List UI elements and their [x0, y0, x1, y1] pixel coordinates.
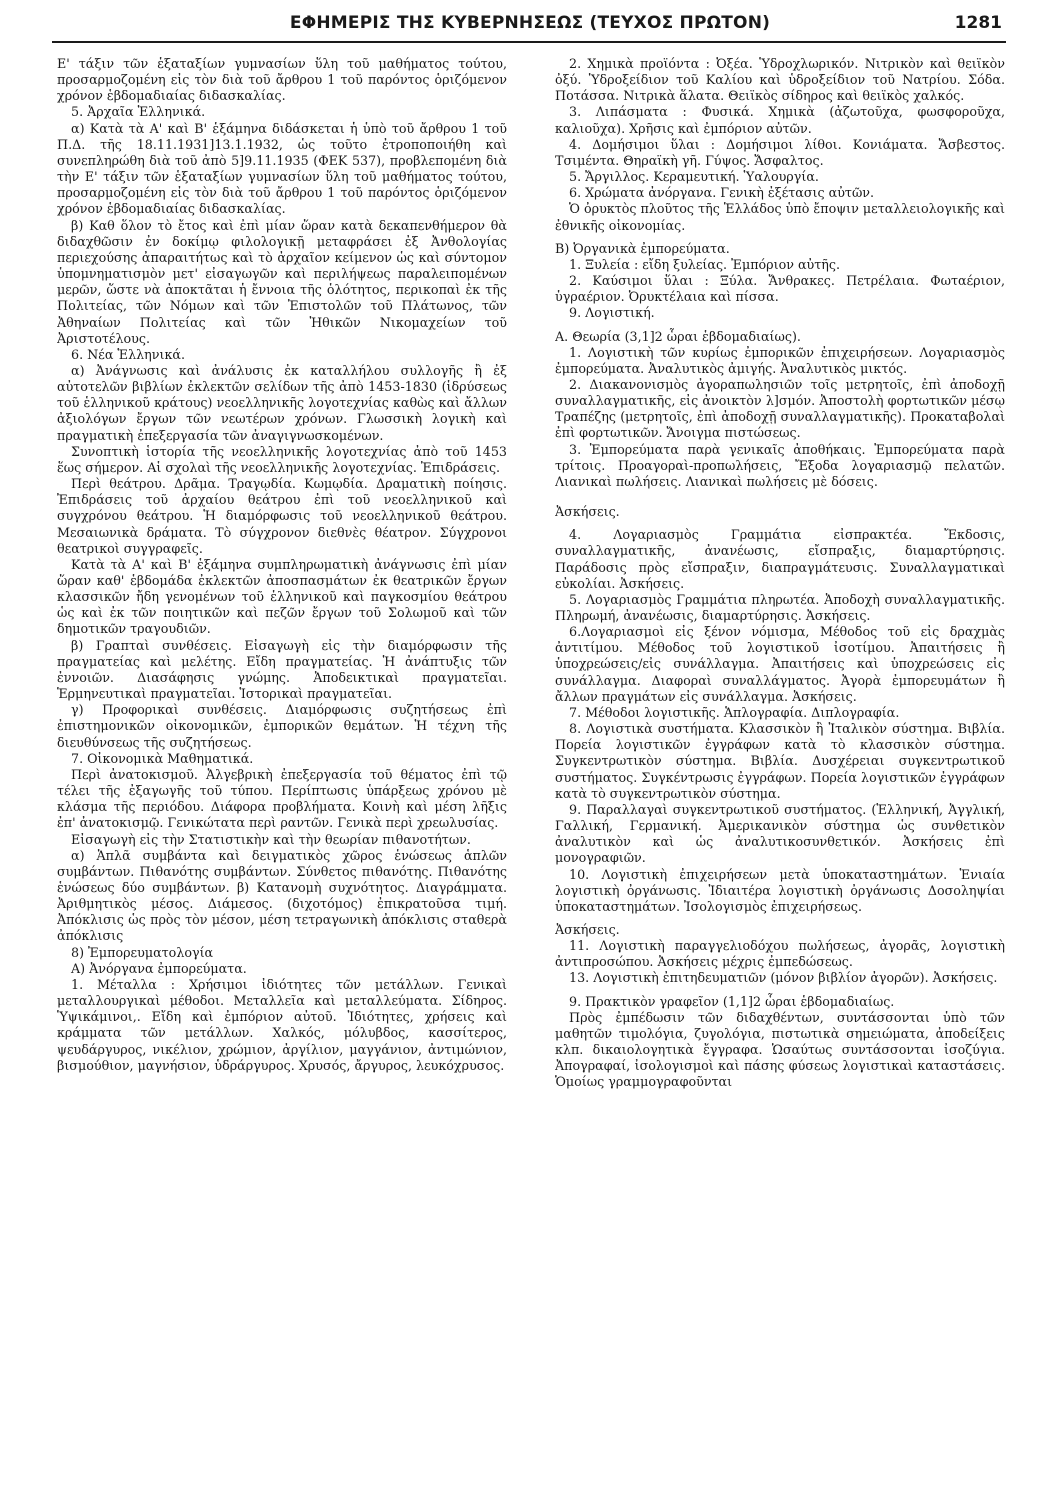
- exercises-label: Ἀσκήσεις.: [555, 921, 620, 937]
- header-rule: [52, 41, 1006, 43]
- paragraph: 2. Διακανονισμὸς ἀγοραπωλησιῶν τοῖς μετρητοῖς, ἐπὶ ἀποδοχῇ συναλλαγματικῆς, εἰς ἀνοικτὸν λ]σμόν. Ἀποστολὴ φορτωτικῶν μέσῳ Τραπέζης (μετρητοῖς, ἐπὶ ἀποδοχῇ συναλλαγματικῆς). Προκαταβολαὶ ἐπὶ φορτωτικῶν. Ἄνοιγμα πιστώσεως.: [555, 376, 1005, 441]
- paragraph: 1. Ξυλεία : εἴδη ξυλείας. Ἐμπόριον αὐτῆς.: [569, 256, 841, 272]
- subsection-heading: Β) Ὀργανικὰ ἐμπορεύματα.: [555, 240, 730, 256]
- paragraph: 1. Λογιστικὴ τῶν κυρίως ἐμπορικῶν ἐπιχειρήσεων. Λογαριασμὸς ἐμπορεύματα. Ἀναλυτικὸς ἀμιγής. Ἀναλυτικὸς μικτός.: [555, 344, 1005, 376]
- paragraph: Συνοπτικὴ ἱστορία τῆς νεοελληνικῆς λογοτεχνίας ἀπὸ τοῦ 1453 ἕως σήμερον. Αἱ σχολαὶ τῆς νεοελληνικῆς λογοτεχνίας. Ἐπιδράσεις.: [57, 443, 507, 475]
- paragraph: Ὁ ὀρυκτὸς πλοῦτος τῆς Ἑλλάδος ὑπὸ ἔποψιν μεταλλειολογικῆς καὶ ἐθνικῆς οἰκονομίας.: [555, 201, 1005, 233]
- paragraph: 3. Λιπάσματα : Φυσικά. Χημικὰ (ἀζωτοῦχα, φωσφοροῦχα, καλιοῦχα). Χρῆσις καὶ ἐμπόριον αὐτῶν.: [555, 104, 1005, 136]
- paragraph: β) Καθ ὅλον τὸ ἔτος καὶ ἐπὶ μίαν ὥραν κατὰ δεκαπενθήμερον θὰ διδαχθῶσιν ἐν δοκίμῳ φιλολογικῇ μεταφράσει ἐξ Ἀνθολογίας περιεχούσης ἀπαραιτήτως καὶ τὸ ἀρχαῖον κείμενον ὡς καὶ σύντομον ὑπομνηματισμὸν μετ' εἰσαγωγῶν καὶ περιλήψεως παραλειπομένων μερῶν, ὥστε νὰ ἀποκτᾶται ἡ ἔννοια τῆς ὁλότητος, περικοπαὶ ἐκ τῆς Πολιτείας, τῶν Νόμων καὶ τῶν Ἐπιστολῶν τοῦ Πλάτωνος, τῶν Ἀθηναίων Πολιτείας καὶ τῶν Ἠθικῶν Νικομαχείων τοῦ Ἀριστοτέλους.: [57, 217, 507, 346]
- paragraph: 13. Λογιστικὴ ἐπιτηδευματιῶν (μόνον βιβλίον ἀγορῶν). Ἀσκήσεις.: [569, 970, 998, 986]
- paragraph: α) Κατὰ τὰ Α' καὶ Β' ἑξάμηνα διδάσκεται ἡ ὑπὸ τοῦ ἄρθρου 1 τοῦ Π.Δ. τῆς 18.11.1931]13.1.1932, ὡς τοῦτο ἐτροποποιήθη καὶ συνεπληρώθη διὰ τοῦ ἀπὸ 5]9.11.1935 (ΦΕΚ 537), προβλεπομένη διὰ τὴν Ε' τάξιν τῶν ἑξαταξίων γυμνασίων ὕλη τοῦ μαθήματος τούτου, προσαρμοζομένη εἰς τὸν διὰ τοῦ ἄρθρου 1 τοῦ παρόντος ὁριζόμενον χρόνον ἑβδομαδιαίας διδασκαλίας.: [57, 120, 507, 217]
- paragraph: 3. Ἐμπορεύματα παρὰ γενικαῖς ἀποθήκαις. Ἐμπορεύματα παρὰ τρίτοις. Προαγοραὶ-προπωλήσεις, Ἔξοδα λογαριασμῷ πελατῶν. Λιανικαὶ πωλήσεις. Λιανικαὶ πωλήσεις μὲ δόσεις.: [555, 441, 1005, 489]
- paragraph: α) Ἁπλᾶ συμβάντα καὶ δειγματικὸς χῶρος ἑνώσεως ἁπλῶν συμβάντων. Πιθανότης συμβάντων. Σύνθετος πιθανότης. Πιθανότης ἑνώσεως δύο συμβάντων. β) Κατανομὴ συχνότητος. Διαγράμματα. Ἀριθμητικὸς μέσος. Διάμεσος. (διχοτόμος) ἐπικρατοῦσα τιμή. Ἀπόκλισις ὡς πρὸς τὸν μέσον, μέση τετραγωνικὴ ἀπόκλισις σταθερὰ ἀπόκλισις: [57, 847, 507, 944]
- paragraph: 11. Λογιστικὴ παραγγελιοδόχου πωλήσεως, ἀγορᾶς, λογιστικὴ ἀντιπροσώπου. Ἀσκήσεις μέχρις ἐμπεδώσεως.: [555, 938, 1005, 970]
- paragraph: 1. Μέταλλα : Χρήσιμοι ἰδιότητες τῶν μετάλλων. Γενικαὶ μεταλλουργικαὶ μέθοδοι. Μεταλλεῖα καὶ μεταλλεύματα. Σίδηρος. Ὑψικάμινοι,. Εἴδη καὶ ἐμπόριον αὐτοῦ. Ἰδιότητες, χρήσεις καὶ κράμματα τῶν μετάλλων. Χαλκός, μόλυβδος, κασσίτερος, ψευδάργυρος, νικέλιον, χρώμιον, ἀργίλιον, μαγγάνιον, ἀντιμώνιον, βισμούθιον, μαγνήσιον, ὑδράργυρος. Χρυσός, ἄργυρος, λευκόχρυσος.: [57, 976, 507, 1073]
- paragraph: α) Ἀνάγνωσις καὶ ἀνάλυσις ἐκ καταλλήλου συλλογῆς ἢ ἐξ αὐτοτελῶν βιβλίων ἐκλεκτῶν σελίδων τῆς ἀπὸ 1453-1830 (ἱδρύσεως τοῦ ἑλληνικοῦ κράτους) νεοελληνικῆς λογοτεχνίας καθὼς καὶ ἄλλων ἀξιολόγων ἔργων τῶν νεωτέρων χρόνων. Γλωσσικὴ λογικὴ καὶ πραγματικὴ ἐπεξεργασία τῶν ἀναγιγνωσκομένων.: [57, 362, 507, 443]
- section-heading: 9. Πρακτικὸν γραφεῖον (1,1]2 ὧραι ἑβδομαδιαίως.: [569, 993, 895, 1009]
- paragraph: 2. Χημικὰ προϊόντα : Ὀξέα. Ὑδροχλωρικόν. Νιτρικὸν καὶ θειϊκὸν ὀξύ. Ὑδροξείδιον τοῦ Καλίου καὶ ὑδροξείδιον τοῦ Νατρίου. Σόδα. Ποτάσσα. Νιτρικὰ ἅλατα. Θειϊκὸς σίδηρος καὶ θειϊκὸς χαλκός.: [555, 56, 1005, 104]
- paragraph: Περὶ ἀνατοκισμοῦ. Ἀλγεβρικὴ ἐπεξεργασία τοῦ θέματος ἐπὶ τῷ τέλει τῆς ἐξαγωγῆς τοῦ τύπου. Περίπτωσις ὑπάρξεως χρόνου μὲ κλάσμα τῆς περιόδου. Διάφορα προβλήματα. Κοινὴ καὶ μέση λῆξις ἐπ' ἀνατοκισμῷ. Γενικώτατα περὶ ραντῶν. Γενικὰ περὶ χρεωλυσίας.: [57, 766, 507, 831]
- gazette-title: ΕΦΗΜΕΡΙΣ ΤΗΣ ΚΥΒΕΡΝΗΣΕΩΣ (ΤΕΥΧΟΣ ΠΡΩΤΟΝ): [289, 13, 771, 33]
- paragraph: 6.Λογαριασμοὶ εἰς ξένον νόμισμα, Μέθοδος τοῦ εἰς δραχμὰς ἀντιτίμου. Μέθοδος τοῦ λογιστικοῦ ἰσοτίμου. Ἀπαιτήσεις ἢ ὑποχρεώσεις/εἰς συνάλλαγμα. Ἀπαιτήσεις καὶ ὑποχρεώσεις εἰς συνάλλαγμα. Διαφοραὶ συναλλάγματος. Ἀγορὰ ἐμπορευμάτων ἢ ἄλλων πραγμάτων εἰς συνάλλαγμα. Ἀσκήσεις.: [555, 624, 1005, 704]
- paragraph: 5. Λογαριασμὸς Γραμμάτια πληρωτέα. Ἀποδοχὴ συναλλαγματικῆς. Πληρωμή, ἀνανέωσις, διαμαρτύρησις. Ἀσκήσεις.: [555, 591, 1005, 623]
- page-header: [0, 0, 1060, 46]
- section-heading: 6. Νέα Ἑλληνικά.: [71, 346, 185, 362]
- paragraph: 6. Χρώματα ἀνόργανα. Γενικὴ ἐξέτασις αὐτῶν.: [569, 185, 875, 201]
- paragraph: Περὶ θεάτρου. Δρᾶμα. Τραγῳδία. Κωμῳδία. Δραματικὴ ποίησις. Ἐπιδράσεις τοῦ ἀρχαίου θεάτρου ἐπὶ τοῦ νεοελληνικοῦ καὶ συγχρόνου θεάτρου. Ἡ διαμόρφωσις τοῦ νεοελληνικοῦ θεάτρου. Μεσαιωνικὰ δράματα. Τὸ σύγχρονον διεθνὲς θέατρον. Σύγχρονοι θεατρικοὶ συγγραφεῖς.: [57, 476, 507, 556]
- section-heading: 7. Οἰκονομικὰ Μαθηματικά.: [71, 750, 254, 766]
- right-column: [555, 56, 1005, 1492]
- paragraph: 4. Λογαριασμὸς Γραμμάτια εἰσπρακτέα. Ἔκδοσις, συναλλαγματικῆς, ἀνανέωσις, εἴσπραξις, διαμαρτύρησις. Παράδοσις πρὸς εἴσπραξιν, διαπραγμάτευσις. Συναλλαγματικαὶ εὐκολίαι. Ἀσκήσεις.: [555, 527, 1005, 591]
- section-heading: 5. Ἀρχαῖα Ἑλληνικά.: [71, 104, 206, 120]
- paragraph: γ) Προφορικαὶ συνθέσεις. Διαμόρφωσις συζητήσεως ἐπὶ ἐπιστημονικῶν οἰκονομικῶν, ἐμπορικῶν θεμάτων. Ἡ τέχνη τῆς διευθύνσεως τῆς συζητήσεως.: [57, 702, 507, 750]
- paragraph: 2. Καύσιμοι ὕλαι : Ξύλα. Ἄνθρακες. Πετρέλαια. Φωταέριον, ὑγραέριον. Ὀρυκτέλαια καὶ πίσσα.: [555, 273, 1005, 305]
- paragraph: 10. Λογιστικὴ ἐπιχειρήσεων μετὰ ὑποκαταστημάτων. Ἑνιαία λογιστικὴ ὀργάνωσις. Ἰδιαιτέρα λογιστικὴ ὀργάνωσις Δοσοληψίαι ὑποκαταστημάτων. Ἰσολογισμὸς ἐπιχειρήσεως.: [555, 866, 1005, 914]
- paragraph: 9. Παραλλαγαὶ συγκεντρωτικοῦ συστήματος. (Ἑλληνική, Ἀγγλική, Γαλλική, Γερμανική. Ἀμερικανικὸν σύστημα ὡς συνθετικὸν ἀναλυτικὸν καὶ ὡς ἀναλυτικοσυνθετικόν. Ἀσκήσεις ἐπὶ μονογραφιῶν.: [555, 801, 1005, 866]
- subsection-heading: Α. Θεωρία (3,1]2 ὧραι ἑβδομαδιαίως).: [555, 328, 801, 344]
- exercises-label: Ἀσκήσεις.: [555, 504, 620, 520]
- paragraph: 5. Ἄργιλλος. Κεραμευτική. Ὑαλουργία.: [569, 169, 819, 185]
- paragraph: 7. Μέθοδοι λογιστικῆς. Ἁπλογραφία. Διπλογραφία.: [569, 704, 900, 720]
- section-heading: 9. Λογιστική.: [569, 305, 655, 321]
- left-column: [57, 56, 507, 1492]
- page-number: 1281: [954, 13, 1002, 33]
- subsection-heading: Α) Ἀνόργανα ἐμπορεύματα.: [71, 960, 247, 976]
- paragraph: Πρὸς ἐμπέδωσιν τῶν διδαχθέντων, συντάσσονται ὑπὸ τῶν μαθητῶν τιμολόγια, ζυγολόγια, πιστωτικὰ σημειώματα, ἀποδείξεις κλπ. δικαιολογητικὰ ἔγγραφα. Ὡσαύτως συντάσσονται ἰσοζύγια. Ἀπογραφαί, ἰσολογισμοὶ καὶ πάσης φύσεως λογιστικαὶ καταστάσεις. Ὁμοίως γραμμογραφοῦνται: [555, 1009, 1005, 1090]
- paragraph: β) Γραπταὶ συνθέσεις. Εἰσαγωγὴ εἰς τὴν διαμόρφωσιν τῆς πραγματείας καὶ μελέτης. Εἴδη πραγματείας. Ἡ ἀνάπτυξις τῶν ἐννοιῶν. Διασάφησις γνώμης. Ἀποδεικτικαὶ πραγματεῖαι. Ἑρμηνευτικαὶ πραγματεῖαι. Ἱστορικαὶ πραγματεῖαι.: [57, 637, 507, 702]
- paragraph: Κατὰ τὰ Α' καὶ Β' ἑξάμηνα συμπληρωματικὴ ἀνάγνωσις ἐπὶ μίαν ὥραν καθ' ἑβδομάδα ἐκλεκτῶν ἀποσπασμάτων ἐκ θεατρικῶν ἔργων κλασσικῶν ἤδη γενομένων τοῦ ἑλληνικοῦ καὶ παγκοσμίου θεάτρου ὡς καὶ ἐκ τῶν ποιητικῶν καὶ πεζῶν ἔργων τοῦ Σολωμοῦ καὶ τῶν δημοτικῶν τραγουδιῶν.: [57, 556, 507, 637]
- section-heading: 8) Ἐμπορευματολογία: [71, 944, 214, 960]
- paragraph: Εἰσαγωγὴ εἰς τὴν Στατιστικὴν καὶ τὴν θεωρίαν πιθανοτήτων.: [71, 831, 471, 847]
- paragraph: 4. Δομήσιμοι ὕλαι : Δομήσιμοι λίθοι. Κονιάματα. Ἄσβεστος. Τσιμέντα. Θηραϊκὴ γῆ. Γύψος. Ἄσφαλτος.: [555, 136, 1005, 168]
- paragraph: Ε' τάξιν τῶν ἑξαταξίων γυμνασίων ὕλη τοῦ μαθήματος τούτου, προσαρμοζομένη εἰς τὸν διὰ τοῦ ἄρθρου 1 τοῦ παρόντος ὁριζόμενον χρόνον ἑβδομαδιαίας διδασκαλίας.: [57, 56, 507, 104]
- paragraph: 8. Λογιστικὰ συστήματα. Κλασσικὸν ἢ Ἰταλικὸν σύστημα. Βιβλία. Πορεία λογιστικῶν ἐγγράφων κατὰ τὸ κλασσικὸν σύστημα. Συγκεντρωτικὸν σύστημα. Βιβλία. Δυσχέρειαι συγκεντρωτικοῦ συστήματος. Συγκέντρωσις ἐγγράφων. Πορεία λογιστικῶν ἐγγράφων κατὰ τὸ συγκεντρωτικὸν σύστημα.: [555, 721, 1005, 801]
